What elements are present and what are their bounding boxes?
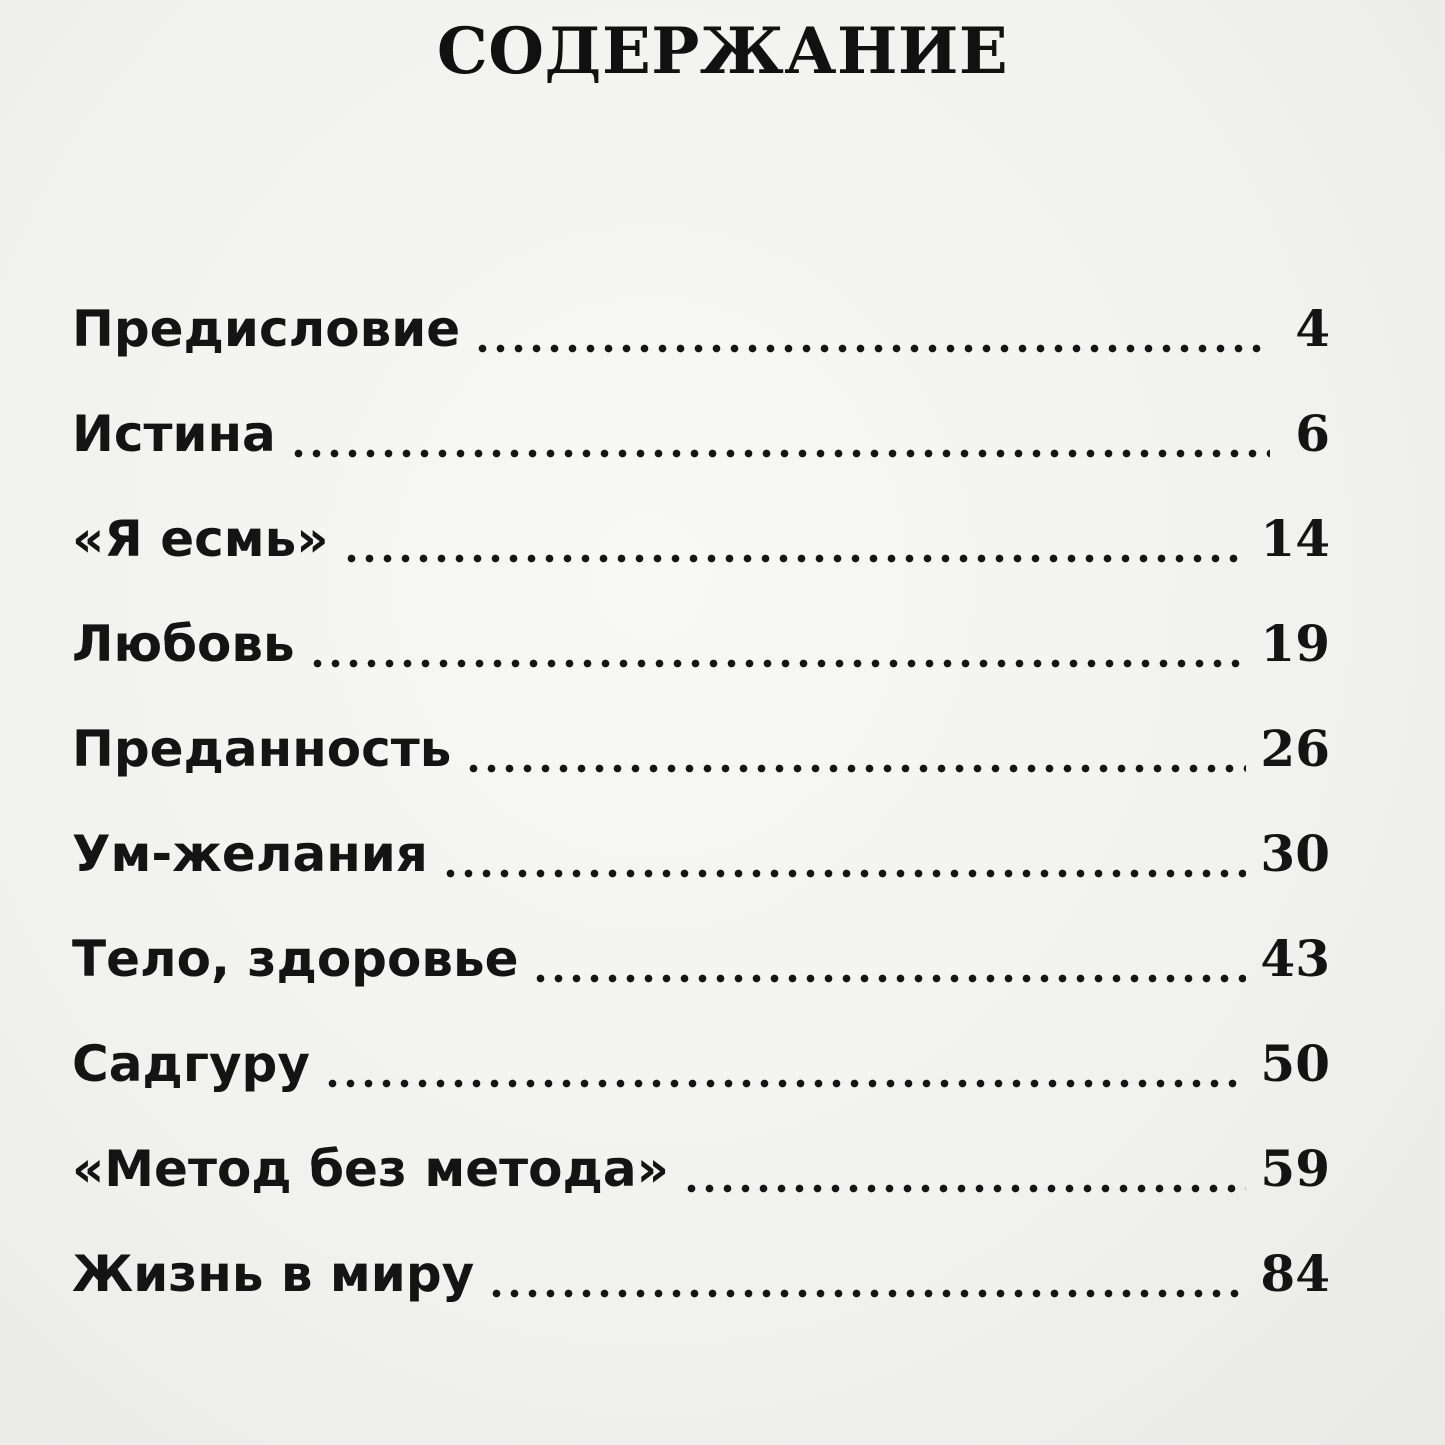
toc-entry [72,819,1330,924]
toc-entry-label: Истина [72,405,276,463]
toc-entry [72,714,1330,819]
dot-leader [492,1239,1246,1309]
toc-entry [72,924,1330,1029]
toc-entry-label: Ум-желания [72,825,428,883]
dot-leader [536,924,1246,994]
toc-entry-label: Жизнь в миру [72,1245,475,1303]
toc-entry-label: «Метод без метода» [72,1140,669,1198]
toc-entry-label: Преданность [72,720,452,778]
toc-entry-label: Тело, здоровье [72,930,519,988]
toc-entry-page: 30 [1260,824,1330,883]
toc-entry [72,399,1330,504]
toc-entry-page: 4 [1295,299,1330,358]
toc-entry-page: 59 [1260,1139,1330,1198]
dot-leader [328,1029,1246,1099]
toc-entry-page: 84 [1260,1244,1330,1303]
toc-entry-label: Садгуру [72,1035,310,1093]
page-title: СОДЕРЖАНИЕ [436,14,1009,89]
toc-entry [72,1029,1330,1134]
toc-entry-page: 14 [1260,509,1330,568]
toc-entry-label: Предисловие [72,300,461,358]
dot-leader [687,1134,1247,1204]
dot-leader [294,399,1270,469]
dot-leader [347,504,1247,574]
toc-entry-page: 50 [1260,1034,1330,1093]
toc-entry [72,1134,1330,1239]
toc-entry-label: Любовь [72,615,295,673]
toc-entry-page: 6 [1295,404,1330,463]
toc-entry [72,294,1330,399]
table-of-contents [72,294,1330,1344]
toc-entry [72,609,1330,714]
toc-entry-page: 26 [1260,719,1330,778]
dot-leader [313,609,1247,679]
toc-entry-page: 19 [1260,614,1330,673]
dot-leader [469,714,1246,784]
toc-entry [72,1239,1330,1344]
toc-entry-page: 43 [1260,929,1330,988]
toc-entry [72,504,1330,609]
toc-entry-label: «Я есмь» [72,510,329,568]
dot-leader [478,294,1270,364]
dot-leader [446,819,1247,889]
